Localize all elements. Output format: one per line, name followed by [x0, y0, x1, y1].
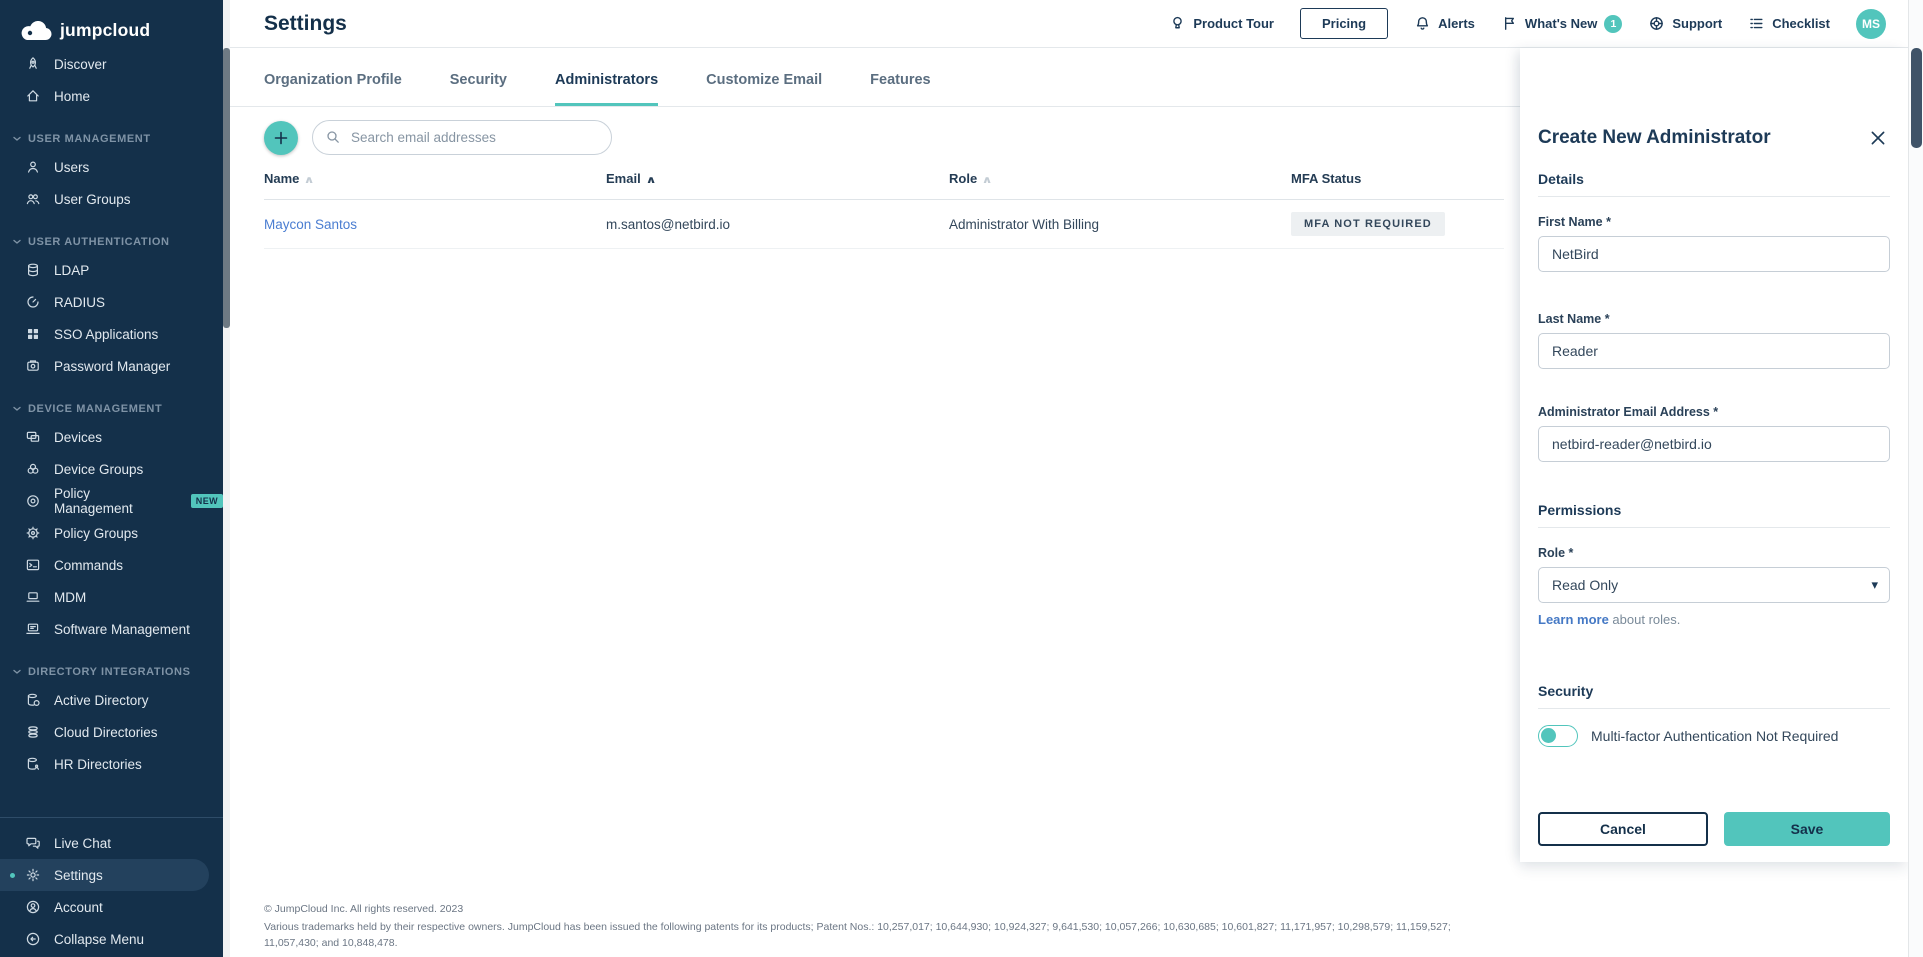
sort-caret-icon: ∧	[304, 175, 315, 186]
whats-new-count-badge: 1	[1604, 15, 1622, 33]
admin-email-label: Administrator Email Address *	[1538, 405, 1719, 419]
permissions-section-heading: Permissions	[1538, 502, 1890, 528]
sidebar-item-label: Commands	[54, 557, 124, 573]
commands-terminal-icon	[25, 557, 41, 573]
sidebar-item-home[interactable]	[0, 80, 223, 112]
checklist-label: Checklist	[1772, 16, 1830, 31]
policy-groups-icon	[25, 525, 41, 541]
sidebar-item-label: LDAP	[54, 262, 90, 278]
sidebar-item-radius[interactable]	[0, 286, 223, 318]
sidebar-item-account[interactable]	[0, 891, 223, 923]
product-tour-label: Product Tour	[1193, 16, 1274, 31]
settings-gear-icon	[25, 867, 41, 883]
sidebar	[0, 0, 230, 957]
sidebar-section-user-authentication[interactable]	[0, 230, 223, 254]
sidebar-item-label: Settings	[54, 867, 103, 883]
bell-icon	[1414, 15, 1431, 32]
user-avatar[interactable]: MS	[1856, 9, 1886, 39]
column-header-role[interactable]: Role ∧	[949, 171, 993, 186]
plus-icon	[273, 130, 289, 146]
table-row	[264, 200, 1504, 249]
sidebar-item-discover[interactable]	[0, 48, 223, 80]
device-groups-icon	[25, 461, 41, 477]
sidebar-item-password-manager[interactable]	[0, 350, 223, 382]
search-icon	[325, 129, 341, 145]
chevron-down-icon	[12, 237, 22, 247]
sidebar-item-label: Discover	[54, 56, 107, 72]
column-header-name[interactable]: Name ∧	[264, 171, 315, 186]
tab-organization-profile[interactable]: Organization Profile	[264, 72, 402, 88]
active-directory-icon	[25, 692, 41, 708]
checklist-icon	[1748, 15, 1765, 32]
rocket-icon	[25, 56, 41, 72]
last-name-field[interactable]	[1538, 333, 1890, 369]
sidebar-section-label: USER AUTHENTICATION	[28, 236, 170, 248]
sidebar-item-commands[interactable]	[0, 549, 223, 581]
user-icon	[25, 159, 41, 175]
mfa-toggle-knob	[1541, 728, 1556, 743]
sso-grid-icon	[25, 326, 41, 342]
mfa-toggle[interactable]	[1538, 725, 1578, 747]
security-section-heading: Security	[1538, 683, 1890, 709]
sidebar-item-users[interactable]	[0, 151, 223, 183]
user-group-icon	[25, 191, 41, 207]
administrators-table	[264, 171, 1504, 249]
sidebar-divider	[0, 817, 223, 818]
panel-title: Create New Administrator	[1538, 127, 1771, 148]
sort-caret-icon: ∧	[645, 175, 657, 186]
admin-email-field[interactable]	[1538, 426, 1890, 462]
sidebar-item-policy-management[interactable]	[0, 485, 223, 517]
lifebuoy-icon	[1648, 15, 1665, 32]
sort-caret-icon: ∧	[981, 175, 993, 186]
chevron-down-icon	[12, 404, 22, 414]
tab-security[interactable]: Security	[449, 72, 507, 88]
software-management-icon	[25, 621, 41, 637]
first-name-label: First Name *	[1538, 215, 1611, 229]
close-panel-button[interactable]	[1866, 126, 1890, 150]
tab-administrators[interactable]: Administrators	[555, 72, 658, 106]
sidebar-section-device-management[interactable]	[0, 397, 223, 421]
mfa-status-badge: MFA NOT REQUIRED	[1291, 212, 1445, 236]
sidebar-section-directory-integrations[interactable]	[0, 660, 223, 684]
sidebar-item-software-management[interactable]	[0, 613, 223, 645]
tab-features[interactable]: Features	[870, 72, 931, 88]
radius-gauge-icon	[25, 294, 41, 310]
new-badge: NEW	[191, 494, 223, 508]
role-select[interactable]	[1538, 567, 1890, 603]
save-button[interactable]: Save	[1724, 812, 1890, 846]
whats-new-button[interactable]	[1501, 15, 1622, 33]
add-administrator-button[interactable]	[264, 121, 298, 155]
sidebar-item-device-groups[interactable]	[0, 453, 223, 485]
sidebar-item-label: Live Chat	[54, 835, 112, 851]
devices-icon	[25, 429, 41, 445]
sidebar-item-mdm[interactable]	[0, 581, 223, 613]
admin-role-cell: Administrator With Billing	[949, 216, 1100, 232]
alerts-label: Alerts	[1438, 16, 1475, 31]
role-select-value[interactable]	[1538, 567, 1890, 603]
page-scrollbar-track	[1908, 0, 1923, 957]
policy-management-icon	[25, 493, 41, 509]
sidebar-item-label: Password Manager	[54, 358, 171, 374]
password-manager-icon	[25, 358, 41, 374]
sidebar-item-devices[interactable]	[0, 421, 223, 453]
ldap-database-icon	[25, 262, 41, 278]
hr-directories-icon	[25, 756, 41, 772]
first-name-field[interactable]	[1538, 236, 1890, 272]
product-tour-button[interactable]	[1169, 15, 1274, 32]
cancel-button[interactable]: Cancel	[1538, 812, 1708, 846]
flag-icon	[1501, 15, 1518, 32]
sidebar-item-ldap[interactable]	[0, 254, 223, 286]
checklist-button[interactable]	[1748, 15, 1830, 32]
chevron-down-icon	[12, 134, 22, 144]
support-button[interactable]	[1648, 15, 1722, 32]
sidebar-item-label: Users	[54, 159, 90, 175]
sidebar-item-cloud-directories[interactable]	[0, 716, 223, 748]
collapse-menu-icon	[25, 931, 41, 947]
role-label: Role *	[1538, 546, 1574, 560]
live-chat-icon	[25, 835, 41, 851]
column-header-email[interactable]: Email ∧	[606, 171, 657, 186]
account-icon	[25, 899, 41, 915]
mdm-laptop-icon	[25, 589, 41, 605]
sidebar-item-label: Device Groups	[54, 461, 144, 477]
sidebar-scrollbar-track	[223, 0, 230, 957]
close-icon	[1868, 128, 1888, 148]
footer-legal	[264, 901, 1451, 951]
cloud-directories-icon	[25, 724, 41, 740]
sidebar-item-label: SSO Applications	[54, 326, 159, 342]
jumpcloud-logo[interactable]	[0, 0, 223, 48]
sidebar-item-label: RADIUS	[54, 294, 106, 310]
patents-line-2: 11,057,430; and 10,848,478.	[264, 937, 398, 949]
sidebar-item-label: Active Directory	[54, 692, 149, 708]
sidebar-item-live-chat[interactable]	[0, 827, 223, 859]
select-caret-icon: ▾	[1871, 577, 1878, 592]
table-header-row	[264, 171, 1504, 200]
product-tour-icon	[1169, 15, 1186, 32]
sidebar-item-settings[interactable]	[0, 859, 209, 891]
sidebar-item-policy-groups[interactable]	[0, 517, 223, 549]
mfa-toggle-label: Multi-factor Authentication Not Required	[1591, 728, 1839, 744]
page-scrollbar-thumb[interactable]	[1911, 48, 1922, 148]
sidebar-item-active-directory[interactable]	[0, 684, 223, 716]
sidebar-section-label: DIRECTORY INTEGRATIONS	[28, 666, 191, 678]
copyright-line: © JumpCloud Inc. All rights reserved. 2023	[264, 903, 464, 915]
logo-wordmark: jumpcloud	[60, 20, 151, 40]
sidebar-scrollbar-thumb[interactable]	[223, 48, 230, 328]
sidebar-item-hr-directories[interactable]	[0, 748, 223, 780]
whats-new-label: What's New	[1524, 16, 1598, 31]
tab-customize-email[interactable]: Customize Email	[706, 72, 823, 88]
top-bar	[230, 0, 1908, 48]
sidebar-section-label: USER MANAGEMENT	[28, 133, 151, 145]
sidebar-item-label: Home	[54, 88, 91, 104]
last-name-label: Last Name *	[1538, 312, 1610, 326]
sidebar-section-label: DEVICE MANAGEMENT	[28, 403, 163, 415]
cloud-logo-icon	[20, 21, 52, 41]
sidebar-item-label: Account	[54, 899, 103, 915]
details-section-heading: Details	[1538, 171, 1890, 197]
support-label: Support	[1672, 16, 1723, 31]
sidebar-item-label: MDM	[54, 589, 87, 605]
page-title: Settings	[264, 11, 347, 35]
chevron-down-icon	[12, 667, 22, 677]
learn-more-link[interactable]: Learn more	[1538, 612, 1609, 627]
search-input[interactable]	[312, 120, 612, 155]
sidebar-item-sso-applications[interactable]	[0, 318, 223, 350]
sidebar-item-label: Software Management	[54, 621, 190, 637]
patents-line-1: Various trademarks held by their respective owners. JumpCloud has been issued the following patents for its products; Patent Nos.: 10,257,017; 10,644,930; 10,924,327; 9,641,530; 10,057,266; 10,630,685; 10,601,827; 11,171,957; 10,298,579; 11,159,527;	[264, 921, 1451, 933]
column-header-mfa-status: MFA Status	[1291, 171, 1362, 186]
alerts-button[interactable]	[1414, 15, 1475, 32]
sidebar-item-label: Policy Groups	[54, 525, 139, 541]
sidebar-item-label: Devices	[54, 429, 103, 445]
sidebar-item-label: Collapse Menu	[54, 931, 145, 947]
sidebar-item-label: Cloud Directories	[54, 724, 158, 740]
search-field-wrap	[312, 120, 612, 155]
create-administrator-panel	[1520, 48, 1908, 862]
sidebar-item-label: User Groups	[54, 191, 131, 207]
sidebar-item-user-groups[interactable]	[0, 183, 223, 215]
sidebar-item-label: Policy Management	[54, 486, 133, 516]
pricing-button[interactable]: Pricing	[1300, 8, 1388, 39]
sidebar-item-label: HR Directories	[54, 756, 142, 772]
admin-email-cell: m.santos@netbird.io	[606, 216, 731, 232]
sidebar-section-user-management[interactable]	[0, 127, 223, 151]
home-icon	[25, 88, 41, 104]
learn-more-rest: about roles.	[1608, 612, 1681, 627]
sidebar-item-collapse-menu[interactable]	[0, 923, 223, 955]
admin-name-link[interactable]: Maycon Santos	[264, 216, 358, 232]
